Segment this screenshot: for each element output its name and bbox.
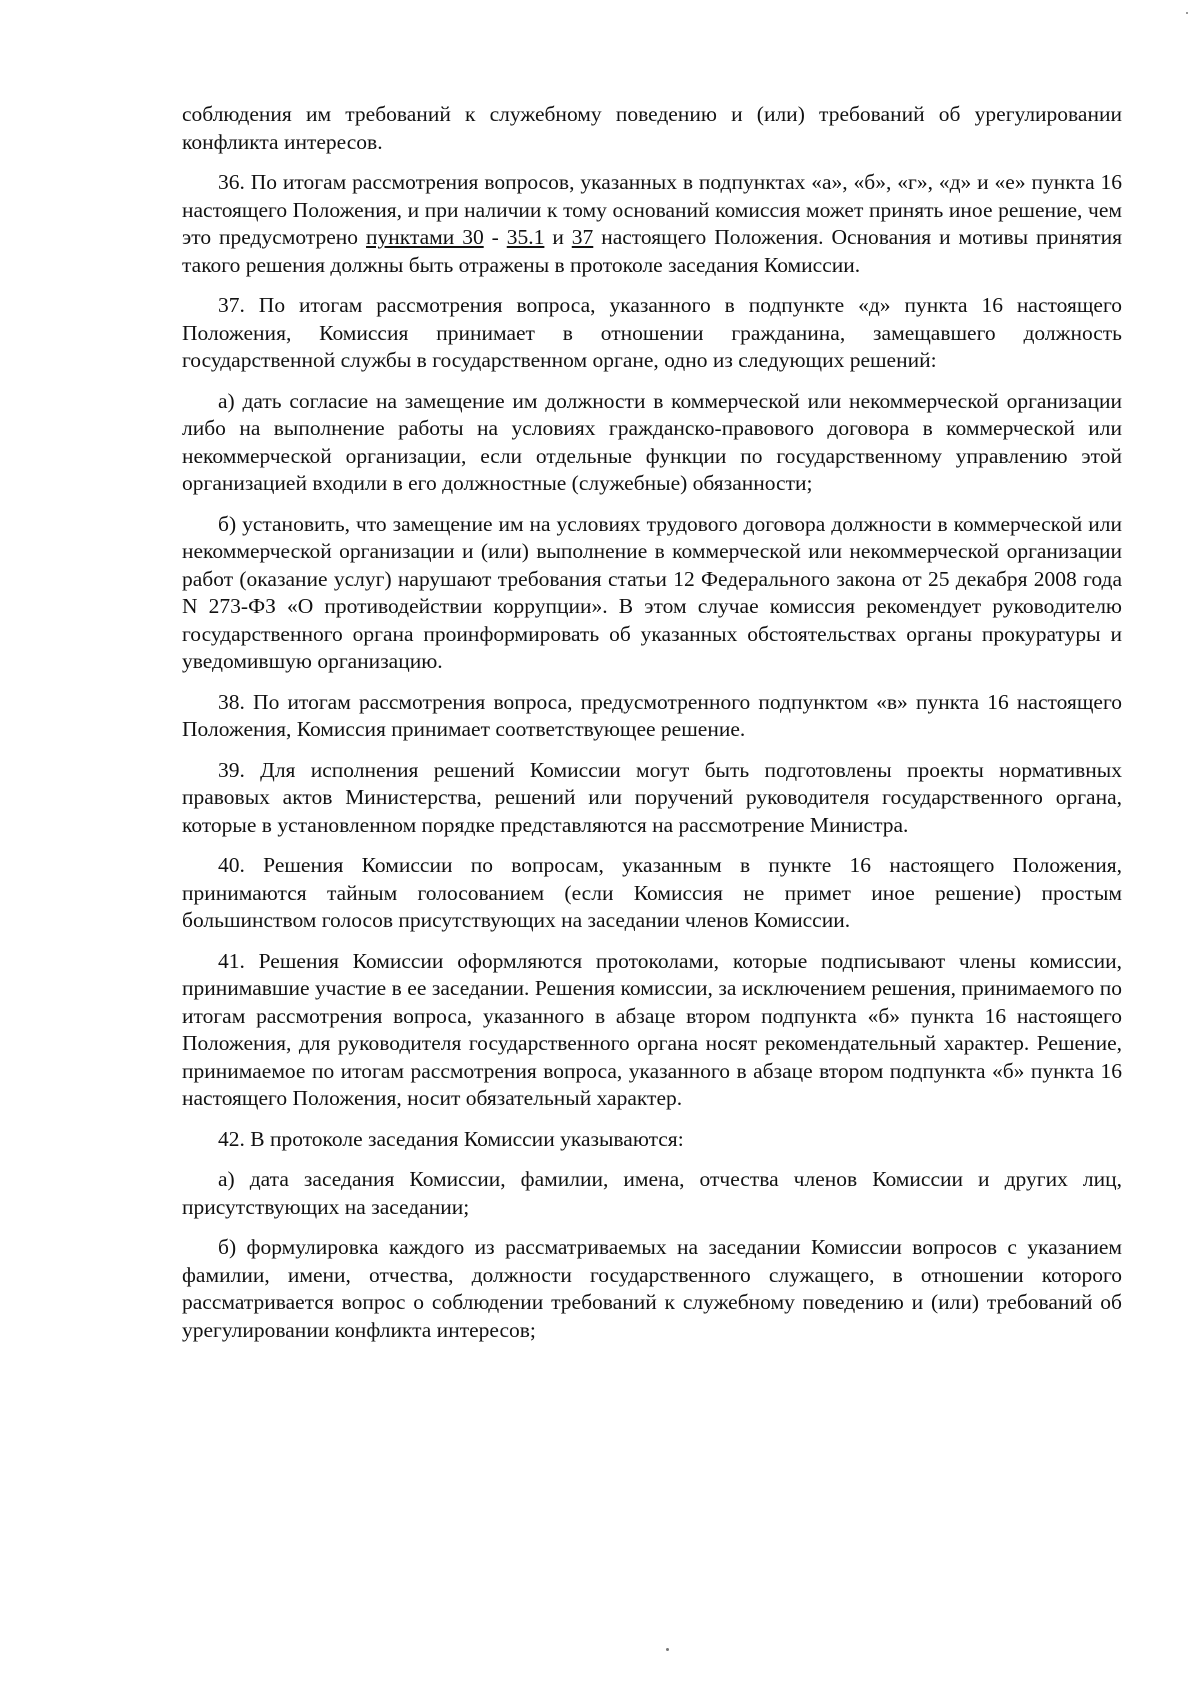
paragraph-37: 37. По итогам рассмотрения вопроса, указанного в подпункте «д» пункта 16 настоящего Положения, Комиссия принимает в отношении гражданина, замещавшего должность государственной службы в государственном органе, одно из следующих решений:: [182, 293, 1122, 372]
paragraph-36: [182, 169, 1122, 279]
paragraph-40: 40. Решения Комиссии по вопросам, указанным в пункте 16 настоящего Положения, принимаются тайным голосованием (если Комиссия не примет иное решение) простым большинством голосов присутствующих на заседании членов Комиссии.: [182, 853, 1122, 932]
paragraph-41: 41. Решения Комиссии оформляются протоколами, которые подписывают члены комиссии, принимавшие участие в ее заседании. Решения комиссии, за исключением решения, принимаемого по итогам рассмотрения вопроса, указанного в абзаце втором подпункта «б» пункта 16 настоящего Положения, для руководителя государственного органа носят рекомендательный характер. Решение, принимаемое по итогам рассмотрения вопроса, указанного в абзаце втором подпункта «б» пункта 16 настоящего Положения, носит обязательный характер.: [182, 948, 1122, 1110]
paragraph-continuation: соблюдения им требований к служебному поведению и (или) требований об урегулировании конфликта интересов.: [182, 102, 1122, 154]
paragraph-42-b: б) формулировка каждого из рассматриваемых на заседании Комиссии вопросов с указанием фамилии, имени, отчества, должности государственного служащего, в отношении которого рассматривается вопрос о соблюдении требований к служебному поведению и (или) требований об урегулировании конфликта интересов;: [182, 1235, 1122, 1342]
reference-point-37: 37: [571, 225, 594, 249]
reference-points-30: пунктами 30: [366, 225, 484, 249]
scan-speck: [1186, 12, 1188, 14]
paragraph-37-a: а) дать согласие на замещение им должности в коммерческой или некоммерческой организации либо на выполнение работы на условиях гражданско-правового договора в коммерческой или некоммерческой организации, если отдельные функции по государственному управлению этой организацией входили в его должностные (служебные) обязанности;: [182, 388, 1122, 495]
scan-speck: [666, 1648, 669, 1651]
paragraph-39: 39. Для исполнения решений Комиссии могут быть подготовлены проекты нормативных правовых актов Министерства, решений или поручений руководителя государственного органа, которые в установленном порядке представляются на рассмотрение Министра.: [182, 757, 1122, 837]
paragraph-36-text-d: настоящего Положения. Основания и мотивы принятия такого решения должны быть отражены в протоколе заседания Комиссии.: [182, 225, 1122, 277]
paragraph-36-text-b: -: [483, 225, 507, 249]
paragraph-36-text-c: и: [544, 225, 572, 249]
paragraph-36-text-a: 36. По итогам рассмотрения вопросов, указанных в подпунктах «а», «б», «г», «д» и «е» пункта 16 настоящего Положения, и при наличии к тому оснований комиссия может принять иное решение, чем это предусмотрено: [182, 170, 1122, 249]
paragraph-42-a: а) дата заседания Комиссии, фамилии, имена, отчества членов Комиссии и других лиц, присутствующих на заседании;: [182, 1167, 1122, 1219]
reference-point-35-1: 35.1: [506, 225, 545, 249]
paragraph-38: 38. По итогам рассмотрения вопроса, предусмотренного подпунктом «в» пункта 16 настоящего Положения, Комиссия принимает соответствующее решение.: [182, 689, 1122, 741]
paragraph-37-b: б) установить, что замещение им на условиях трудового договора должности в коммерческой или некоммерческой организации и (или) выполнение в коммерческой или некоммерческой организации работ (оказание услуг) нарушают требования статьи 12 Федерального закона от 25 декабря 2008 года N 273-ФЗ «О противодействии коррупции». В этом случае комиссия рекомендует руководителю государственного органа проинформировать об указанных обстоятельствах органы прокуратуры и уведомившую организацию.: [182, 511, 1122, 673]
paragraph-42: 42. В протоколе заседания Комиссии указываются:: [218, 1126, 684, 1151]
document-page: [182, 101, 1122, 1357]
